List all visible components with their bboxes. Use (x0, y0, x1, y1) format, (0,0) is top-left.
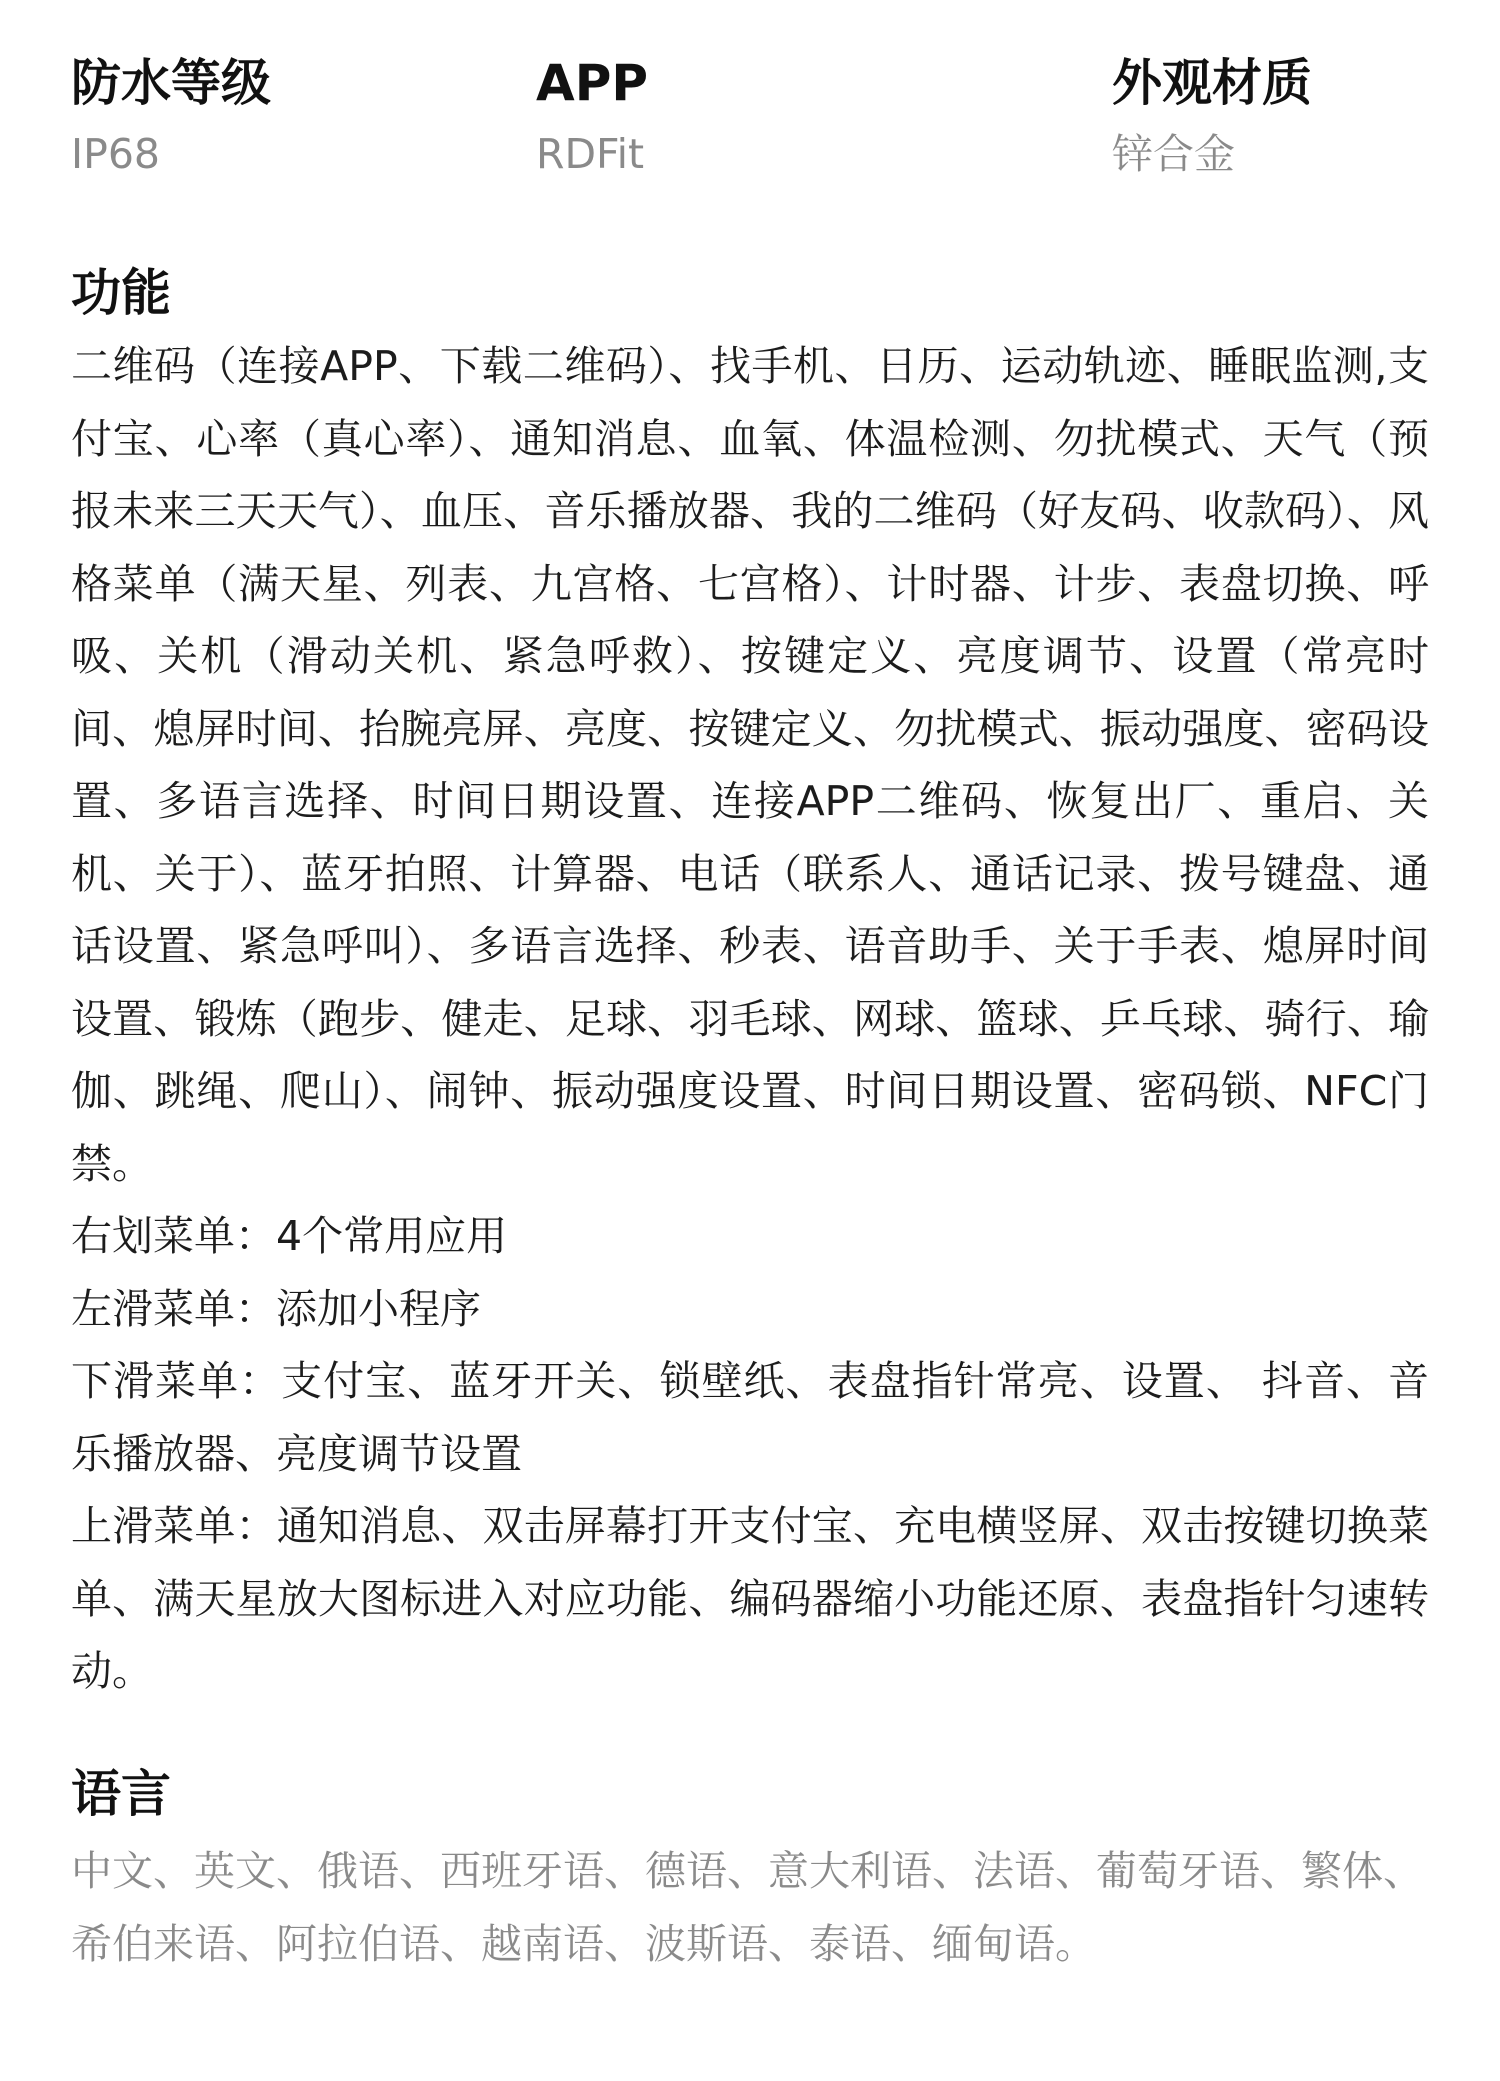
spec-value: RDFit (536, 130, 645, 178)
languages-title: 语言 (71, 1765, 171, 1823)
right-swipe-menu: 右划菜单：4个常用应用 (71, 1212, 508, 1260)
spec-value: IP68 (71, 130, 160, 178)
features-body (71, 330, 1429, 1708)
up-swipe-menu: 上滑菜单：通知消息、双击屏幕打开支付宝、充电横竖屏、双击按键切换菜单、满天星放大图标进入对应功能、编码器缩小功能还原、表盘指针匀速转动。 (71, 1502, 1429, 1695)
left-swipe-menu: 左滑菜单：添加小程序 (71, 1284, 481, 1333)
features-list: 二维码（连接APP、下载二维码）、找手机、日历、运动轨迹、睡眠监测,支付宝、心率（真心率）、通知消息、血氧、体温检测、勿扰模式、天气（预报未来三天天气）、血压、音乐播放器、我的二维码（好友码、收款码）、风格菜单（满天星、列表、九宫格、七宫格）、计时器、计步、表盘切换、呼吸、关机（滑动关机、紧急呼救）、按键定义、亮度调节、设置（常亮时间、熄屏时间、抬腕亮屏、亮度、按键定义、勿扰模式、振动强度、密码设置、多语言选择、时间日期设置、连接APP二维码、恢复出厂、重启、关机、关于）、蓝牙拍照、计算器、电话（联系人、通话记录、拨号键盘、通话设置、紧急呼叫）、多语言选择、秒表、语音助手、关于手表、熄屏时间设置、锻炼（跑步、健走、足球、羽毛球、网球、篮球、乒乓球、骑行、瑜伽、跳绳、爬山）、闹钟、振动强度设置、时间日期设置、密码锁、NFC门禁。 (71, 342, 1429, 1188)
spec-summary (71, 52, 1431, 192)
languages-list: 中文、英文、俄语、西班牙语、德语、意大利语、法语、葡萄牙语、繁体、希伯来语、阿拉伯语、越南语、波斯语、泰语、缅甸语。 (71, 1847, 1424, 1968)
spec-value: 锌合金 (1112, 130, 1235, 178)
spec-waterproof (71, 52, 271, 180)
spec-app (536, 52, 648, 180)
spec-material (1112, 52, 1312, 180)
spec-label: APP (536, 54, 648, 112)
spec-label: 外观材质 (1112, 54, 1312, 112)
spec-label: 防水等级 (71, 54, 271, 112)
down-swipe-menu: 下滑菜单：支付宝、蓝牙开关、锁壁纸、表盘指针常亮、设置、 抖音、音乐播放器、亮度调节设置 (71, 1357, 1429, 1478)
features-title: 功能 (71, 264, 171, 322)
